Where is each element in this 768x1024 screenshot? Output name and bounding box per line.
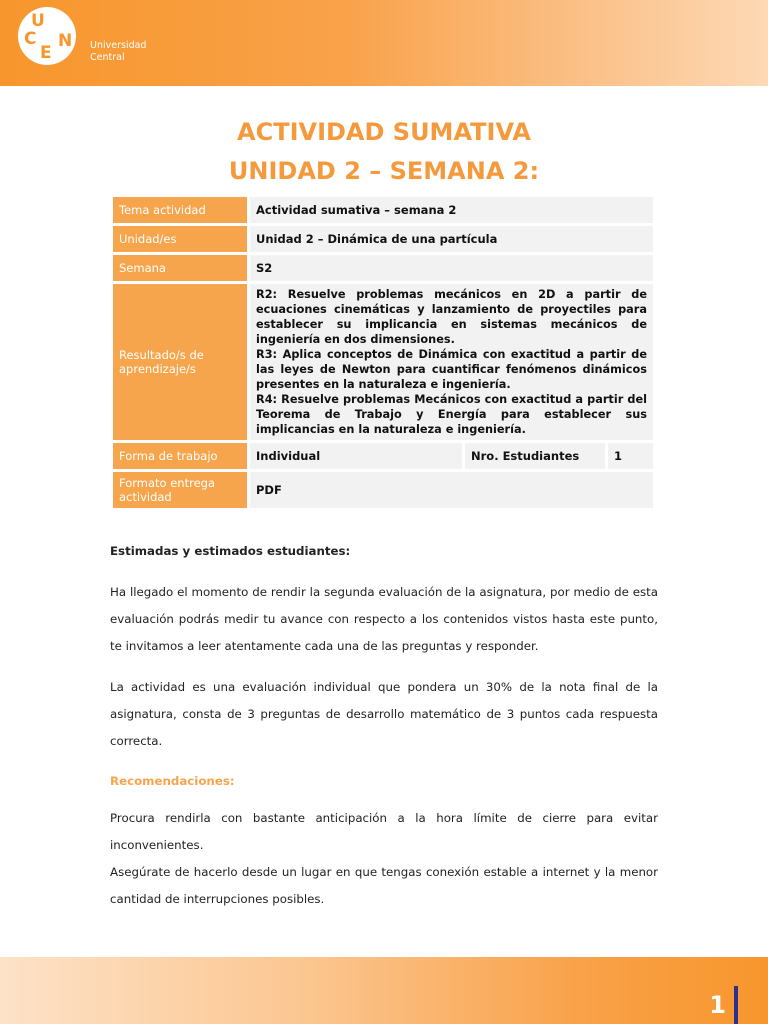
tema-value: Actividad sumativa – semana 2 — [250, 197, 653, 223]
resultado-r3: R3: Aplica conceptos de Dinámica con exactitud a partir de las leyes de Newton para cuantificar fenómenos dinámicos presentes en la naturaleza e ingeniería. — [256, 348, 647, 391]
table-row — [113, 255, 653, 281]
formato-value: PDF — [250, 472, 653, 508]
institution-name — [90, 40, 146, 64]
footer-band — [0, 957, 768, 1024]
page-title-line1: ACTIVIDAD SUMATIVA — [237, 118, 531, 146]
logo-letter-n: N — [58, 31, 73, 51]
header-band — [0, 0, 768, 86]
tema-label: Tema actividad — [113, 197, 247, 223]
university-logo — [18, 7, 76, 65]
recommendations-heading: Recomendaciones: — [110, 774, 235, 788]
nro-estudiantes-label: Nro. Estudiantes — [465, 443, 605, 469]
unidad-label: Unidad/es — [113, 226, 247, 252]
table-row — [113, 226, 653, 252]
page-number: 1 — [709, 991, 726, 1019]
table-row — [113, 472, 653, 508]
page-number-accent-bar — [734, 986, 738, 1024]
unidad-value: Unidad 2 – Dinámica de una partícula — [250, 226, 653, 252]
nro-estudiantes-value: 1 — [608, 443, 653, 469]
semana-value: S2 — [250, 255, 653, 281]
logo-letter-e: E — [40, 43, 52, 63]
forma-label: Forma de trabajo — [113, 443, 247, 469]
formato-label: Formato entrega actividad — [113, 472, 247, 508]
intro-paragraph: Ha llegado el momento de rendir la segunda evaluación de la asignatura, por medio de esta evaluación podrás medir tu avance con respecto a los contenidos vistos hasta este punto, te invitamos a leer atentamente cada una de las preguntas y responder. — [110, 585, 658, 653]
logo-letter-u: U — [31, 11, 45, 31]
greeting: Estimadas y estimados estudiantes: — [110, 544, 351, 558]
activity-info-table — [110, 194, 656, 511]
resultado-r2: R2: Resuelve problemas mecánicos en 2D a partir de ecuaciones cinemáticas y lanzamiento de proyectiles para establecer su implicancia en sistemas mecánicos de ingeniería en dos dimensiones. — [256, 288, 647, 346]
institution-line2: Central — [90, 52, 125, 63]
semana-label: Semana — [113, 255, 247, 281]
table-row — [113, 197, 653, 223]
resultado-label: Resultado/s de aprendizaje/s — [113, 284, 247, 440]
evaluation-paragraph: La actividad es una evaluación individual que pondera un 30% de la nota final de la asignatura, consta de 3 preguntas de desarrollo matemático de 3 puntos cada respuesta correcta. — [110, 680, 658, 748]
forma-value: Individual — [250, 443, 462, 469]
resultado-r4: R4: Resuelve problemas Mecánicos con exactitud a partir del Teorema de Trabajo y Energía para establecer sus implicancias en la naturaleza e ingeniería. — [256, 393, 647, 436]
logo-letter-c: C — [24, 29, 37, 49]
resultado-value — [250, 284, 653, 440]
table-row — [113, 284, 653, 440]
institution-line1: Universidad — [90, 40, 147, 51]
table-row — [113, 443, 653, 469]
recommendation-1: Procura rendirla con bastante anticipación a la hora límite de cierre para evitar inconvenientes. — [110, 811, 658, 852]
recommendation-2: Asegúrate de hacerlo desde un lugar en que tengas conexión estable a internet y la menor cantidad de interrupciones posibles. — [110, 865, 658, 906]
page-title-line2: UNIDAD 2 – SEMANA 2: — [228, 157, 540, 185]
